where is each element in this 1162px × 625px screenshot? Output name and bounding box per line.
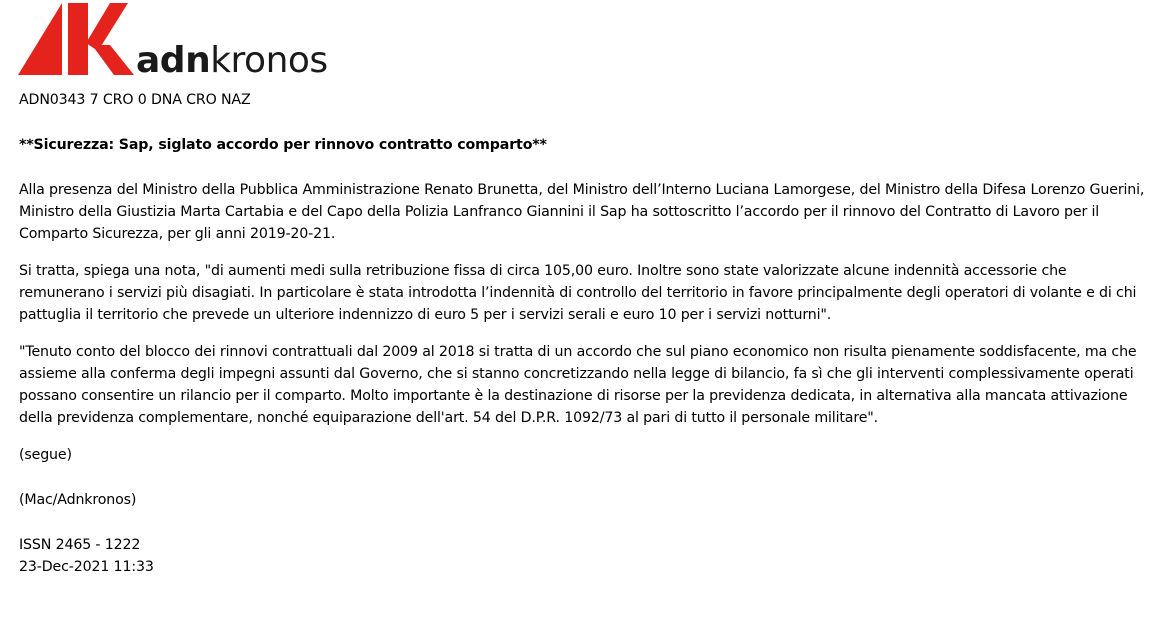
logo-wordmark — [136, 41, 328, 81]
adnkronos-logo — [18, 3, 328, 83]
article-signature: (Mac/Adnkronos) — [19, 492, 137, 508]
logo-bar-shape — [68, 3, 88, 75]
logo-triangle-shape — [18, 3, 62, 75]
article-code: ADN0343 7 CRO 0 DNA CRO NAZ — [19, 92, 251, 108]
logo-wordmark-regular: kronos — [210, 40, 328, 81]
article-paragraph-1: Alla presenza del Ministro della Pubblica Amministrazione Renato Brunetta, del Ministro dell’Interno Luciana Lamorgese, del Ministro della Difesa Lorenzo Guerini, Ministro della Giustizia Marta Cartabia e del Capo della Polizia Lanfranco Giannini il Sap ha sottoscritto l’accordo per il rinnovo del Contratto di Lavoro per il Comparto Sicurezza, per gli anni 2019-20-21. — [19, 182, 1145, 242]
article-paragraph-2: Si tratta, spiega una nota, "di aumenti medi sulla retribuzione fissa di circa 105,00 euro. Inoltre sono state valorizzate alcune indennità accessorie che remunerano i servizi più disagiati. In particolare è stata introdotta l’indennità di controllo del territorio in favore principalmente degli operatori di volante e di chi pattuglia il territorio che prevede un ulteriore indennizzo di euro 5 per i servizi serali e euro 10 per i servizi notturni". — [19, 263, 1137, 323]
adnkronos-logo-icon — [18, 3, 138, 83]
article-headline: **Sicurezza: Sap, siglato accordo per rinnovo contratto comparto** — [19, 137, 547, 153]
article-segue: (segue) — [19, 447, 72, 463]
article-datetime: 23-Dec-2021 11:33 — [19, 559, 154, 575]
logo-wordmark-bold: adn — [136, 40, 211, 81]
article-paragraph-3: "Tenuto conto del blocco dei rinnovi contrattuali dal 2009 al 2018 si tratta di un accordo che sul piano economico non risulta pienamente soddisfacente, ma che assieme alla conferma degli impegni assunti dal Governo, che si stanno concretizzando nella legge di bilancio, fa sì che gli interventi complessivamente operati possano consentire un rilancio per il comparto. Molto importante è la destinazione di risorse per la previdenza dedicata, in alternativa alla mancata attivazione della previdenza complementare, nonché equiparazione dell'art. 54 del D.P.R. 1092/73 al pari di tutto il personale militare". — [19, 344, 1137, 426]
logo-leg-shape — [92, 45, 134, 75]
article-body — [19, 89, 1149, 578]
article-issn: ISSN 2465 - 1222 — [19, 537, 141, 553]
logo-arm-shape — [86, 3, 128, 51]
